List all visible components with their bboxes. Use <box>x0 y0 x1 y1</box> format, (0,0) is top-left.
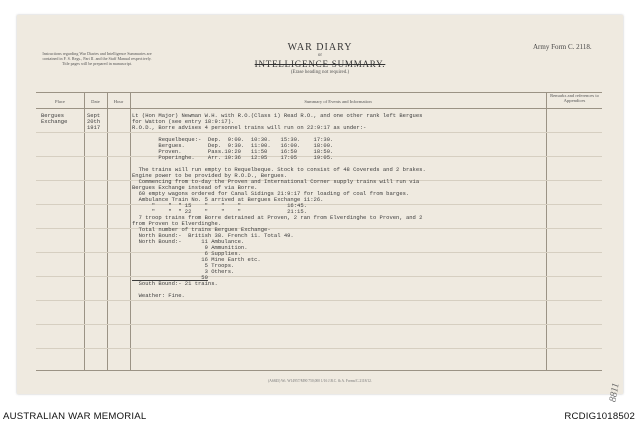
printer-imprint: (A6845) Wt. W14957/M90 750,000 1/16 J.B.C. & A. Forms/C.2118/12. <box>268 379 372 383</box>
form-summary-heading: INTELLIGENCE SUMMARY. <box>254 59 386 69</box>
entry-date-day: 20th <box>87 118 101 125</box>
column-divider-place <box>84 92 85 370</box>
folio-number: 8811 <box>607 382 622 403</box>
archive-id: RCDIG1018502 <box>564 411 635 422</box>
summary-line: R.O.D., Borre advises 4 personnel trains will run on 22:9:17 as under:- <box>132 124 367 131</box>
summary-line: 7 troop trains from Borre detrained at Proven, 2 ran from Elverdinghe to Proven, and 2 <box>132 214 423 221</box>
timetable-row: Requelbeque:- Dep. 9:00. 10:30. 15:30. 17:30. <box>132 136 334 143</box>
form-erase-note: (Erase heading not required.) <box>290 70 350 75</box>
table-top-rule <box>36 92 602 93</box>
instructions-note: Instructions regarding War Diaries and Intelligence Summaries are contained in F. S. Regs., Part II. and the Staff Manual respectively. Title pages will be prepared in manuscript. <box>42 51 152 66</box>
table-bottom-rule <box>36 370 602 371</box>
summary-line: " " " 22 " " " 21:15. <box>132 208 307 215</box>
entry-place-line-2: Exchange <box>41 118 68 125</box>
ruled-line <box>36 324 602 325</box>
summary-line: Total number of trains Bergues Exchange- <box>132 226 271 233</box>
summary-line: 50 <box>132 274 208 281</box>
summary-line: South Bound:- 21 trains. <box>132 280 218 287</box>
table-header-rule <box>36 108 602 109</box>
entry-summary-text <box>132 113 426 299</box>
column-divider-hour <box>130 92 131 370</box>
summary-line: Weather: Fine. <box>132 292 185 299</box>
summary-line: from Proven to Elverdinghe. <box>132 220 222 227</box>
archive-credit: AUSTRALIAN WAR MEMORIAL <box>3 411 147 422</box>
column-header-date: Date <box>91 99 100 104</box>
summary-line: 5 Troops. <box>132 262 235 269</box>
summary-line: 6 Supplies. <box>132 250 241 257</box>
summary-line: North Bound:- 11 Ambulance. <box>132 238 245 245</box>
column-header-remarks: Remarks and references to Appendices <box>550 93 599 103</box>
summary-line: Bergues Exchange instead of via Borre. <box>132 184 258 191</box>
summary-line: 60 empty wagons ordered for Canal Sidings 21:9:17 for loading of coal from barges. <box>132 190 410 197</box>
entry-date-year: 1917 <box>87 124 101 131</box>
column-header-place: Place <box>55 99 65 104</box>
summary-line: 16 Mine Earth etc. <box>132 256 261 263</box>
entry-date-month: Sept <box>87 112 101 119</box>
ruled-line <box>36 348 602 349</box>
summary-line: North Bound:- British 38. French 11. Total 49. <box>132 232 294 239</box>
ruled-line <box>36 300 602 301</box>
army-form-number: Army Form C. 2118. <box>533 43 592 51</box>
timetable-row: Poperinghe. Arr. 10:36 12:05 17:05 19:05. <box>132 154 334 161</box>
summary-line: Ambulance Train No. 5 arrived at Bergues Exchange 11:26. <box>132 196 324 203</box>
column-header-summary: Summary of Events and Information <box>304 99 372 104</box>
summary-line: Commencing from to-day the Proven and International Corner supply trains will run via <box>132 178 420 185</box>
column-divider-date <box>107 92 108 370</box>
summary-line: " " " 15 " " " 16:45. <box>132 202 307 209</box>
entry-place-line-1: Bergues <box>41 112 65 119</box>
timetable-row: Bergues. Dep. 9:30. 11:00. 16:00. 18:00. <box>132 142 334 149</box>
war-diary-sheet <box>17 15 623 403</box>
summary-line: Lt (Hon Major) Newman W.H. with R.O.(Class 1) Read R.O., and one other rank left Bergues <box>132 112 423 119</box>
timetable-row: Proven. Pass.10:20 11:50 16:50 18:50. <box>132 148 334 155</box>
summary-line: 3 Others. <box>132 268 235 275</box>
column-header-hour: Hour <box>113 99 124 104</box>
summary-line: 9 Ammunition. <box>132 244 248 251</box>
summary-line: Engine power to be provided by R.O.D., Bergues. <box>132 172 288 179</box>
form-or: or <box>317 53 323 58</box>
column-divider-summary <box>546 92 547 370</box>
summary-line: The trains will run empty to Requelbeque. Stock to consist of 48 Covereds and 2 brakes. <box>132 166 426 173</box>
summary-line: for Watton (see entry 18:9:17). <box>132 118 235 125</box>
form-title: WAR DIARY <box>287 42 353 53</box>
